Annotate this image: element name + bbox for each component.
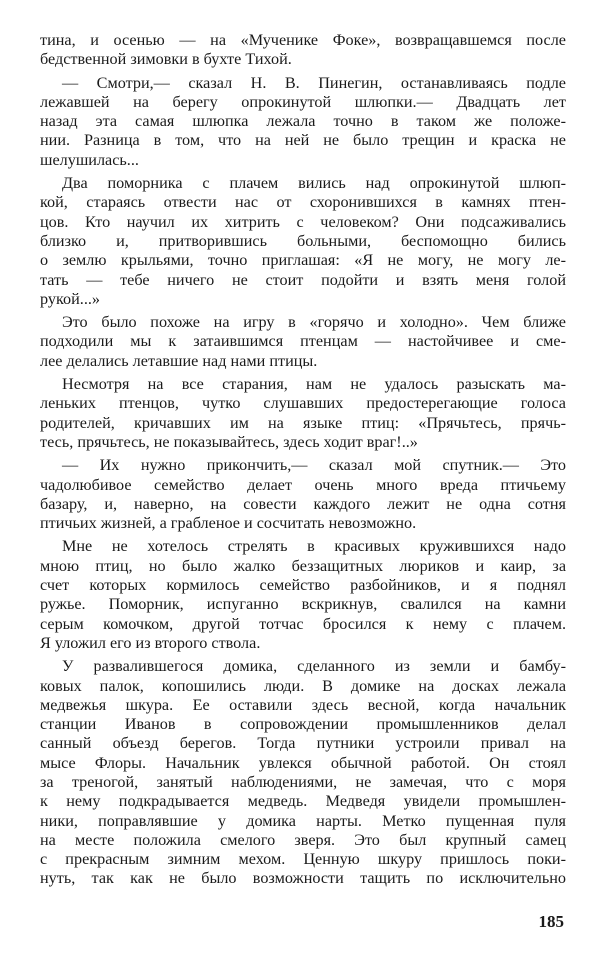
text-line: птичьих жизней, а грабленое и сосчитать невозможно. [40,514,417,533]
paragraph [40,74,566,170]
text-line: — Их нужно прикончить,— сказал мой спутник.— Это [62,456,566,475]
text-line: ники, поправлявшие у домика нарты. Метко пущенная пуля [40,811,566,830]
text-line: медвежья шкура. Ее оставили здесь весной, когда начальник [40,695,566,714]
text-line: чадолюбивое семейство делает очень много вреда птичьему [40,475,566,494]
text-line: назад эта самая шлюпка лежала точно в таком же положе- [40,112,566,131]
text-line: ружье. Поморник, испуганно вскрикнув, свалился на камни [40,595,566,614]
text-line: на месте положила смелого зверя. Это был крупный самец [40,830,566,849]
text-line: мною птиц, но было жалко беззащитных люриков и каир, за [40,556,566,575]
text-line: нии. Разница в том, что на ней не было трещин и краска не [40,131,566,150]
text-line: станции Иванов в сопровождении промышленников делал [40,715,566,734]
page-number: 185 [538,912,564,931]
text-line: Я уложил его из второго ствола. [40,633,261,652]
paragraph [40,31,566,70]
paragraph [40,174,566,309]
text-line: подходили мы к затаившимся птенцам — настойчивее и сме- [40,332,566,351]
text-line: счет которых кормилось семейство разбойников, и я поднял [40,576,566,595]
text-line: мысе Флоры. Начальник увлекся обычной работой. Он стоял [40,753,566,772]
paragraph [40,375,566,452]
paragraph [40,456,566,533]
text-line: родителей, кричавших им на языке птиц: «Прячьтесь, прячь- [40,413,566,432]
paragraph [40,313,566,371]
paragraph [40,657,566,889]
text-line: леньких птенцов, чутко слушавших предостерегающие голоса [40,394,566,413]
text-line: цов. Кто научил их хитрить с человеком? Они подсаживались [40,212,566,231]
text-line: У развалившегося домика, сделанного из земли и бамбу- [62,657,566,676]
text-line: о землю крыльями, точно приглашая: «Я не могу, не могу ле- [40,251,566,270]
text-line: тесь, прячьтесь, не показывайтесь, здесь ходит враг!..» [40,432,418,451]
paragraph [40,537,566,653]
text-line: базару, и, наверно, на совести каждого лежит не одна сотня [40,494,566,513]
text-line: тина, и осенью — на «Мученике Фоке», возвращавшемся после [40,31,566,49]
text-line: серым комочком, другой тотчас бросился к нему с плачем. [40,614,566,633]
text-line: лее делались летавшие над нами птицы. [40,351,318,370]
text-line: с прекрасным зимним мехом. Ценную шкуру пришлось поки- [40,850,566,869]
text-line: — Смотри,— сказал Н. В. Пинегин, останавливаясь подле [62,73,566,92]
text-line: кой, стараясь отвести нас от схоронившихся в камнях птен- [40,193,566,212]
text-line: рукой...» [40,289,101,308]
book-page-text [40,31,566,893]
text-line: санный объезд берегов. Тогда путники устроили привал на [40,734,566,753]
text-line: шелушилась... [40,150,139,169]
text-line: близко и, притворившись больными, беспомощно бились [40,231,566,250]
text-line: нуть, так как не было возможности тащить по исключительно [40,869,566,888]
text-line: бедственной зимовки в бухте Тихой. [40,50,292,69]
text-line: Это было похоже на игру в «горячо и холодно». Чем ближе [62,313,566,332]
text-line: Мне не хотелось стрелять в красивых кружившихся надо [62,537,566,556]
text-line: Несмотря на все старания, нам не удалось разыскать ма- [62,375,566,394]
text-line: ковых палок, копошились люди. В домике на досках лежала [40,676,566,695]
text-line: за треногой, занятый наблюдениями, не замечая, что с моря [40,772,566,791]
text-line: лежавшей на берегу опрокинутой шлюпки.— Двадцать лет [40,92,566,111]
text-line: Два поморника с плачем вились над опрокинутой шлюп- [62,174,566,193]
text-line: к нему подкрадывается медведь. Медведя увидели промышлен- [40,792,566,811]
text-line: тать — тебе ничего не стоит подойти и взять меня голой [40,270,566,289]
